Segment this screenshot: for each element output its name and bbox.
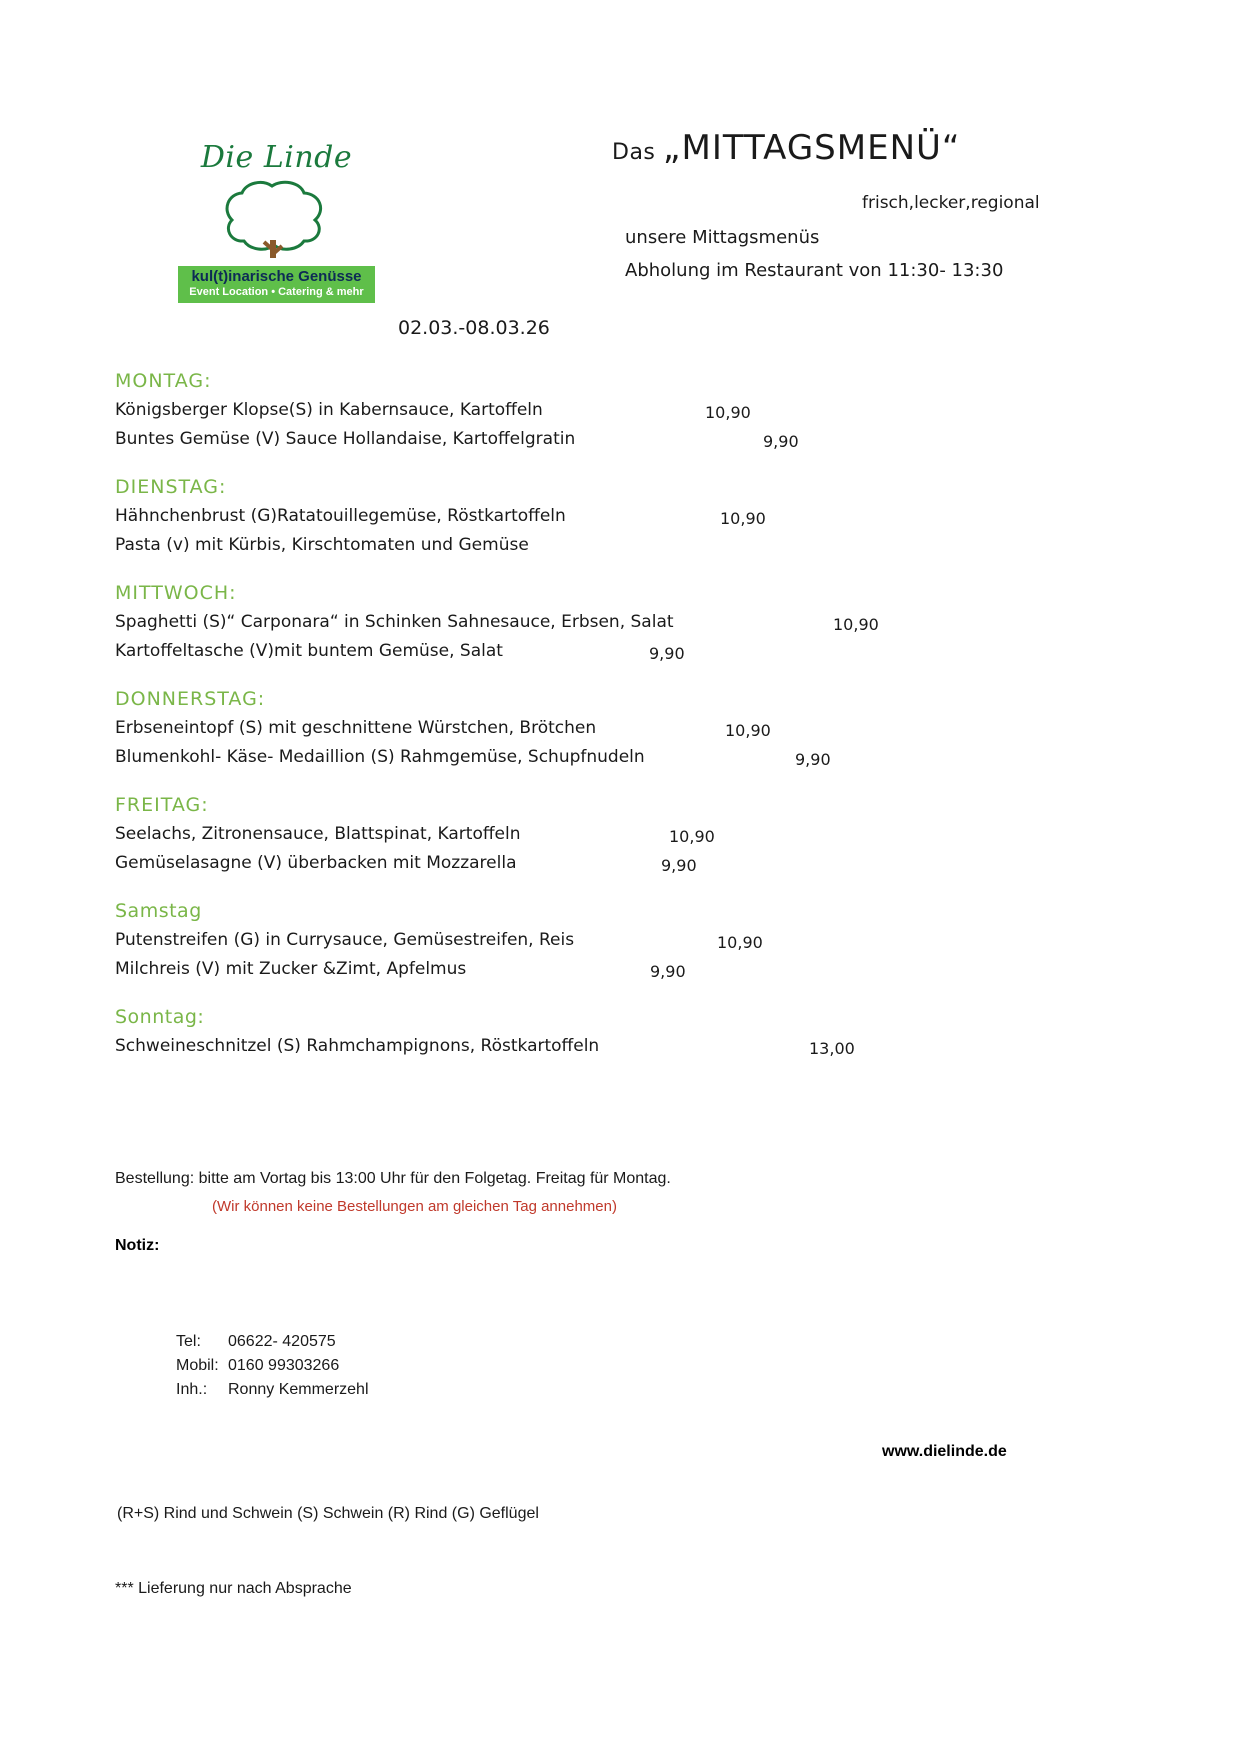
dish-row (115, 506, 1125, 535)
dish-name: Gemüselasagne (V) überbacken mit Mozzarella (115, 853, 517, 873)
day-name: Sonntag: (115, 1006, 205, 1028)
dish-name: Pasta (v) mit Kürbis, Kirschtomaten und Gemüse (115, 535, 529, 555)
dish-name: Seelachs, Zitronensauce, Blattspinat, Kartoffeln (115, 824, 521, 844)
dish-row (115, 641, 1125, 670)
dish-price: 9,90 (661, 856, 697, 875)
dish-row (115, 535, 1125, 564)
day-name: Samstag (115, 900, 202, 922)
dish-price: 10,90 (720, 509, 766, 528)
contact-block (176, 1330, 369, 1402)
dish-price: 13,00 (809, 1039, 855, 1058)
day-block-dienstag (115, 476, 1125, 564)
dish-name: Erbseneintopf (S) mit geschnittene Würstchen, Brötchen (115, 718, 597, 738)
contact-tel-label: Tel: (176, 1333, 201, 1350)
logo-tagline-primary: kul(t)inarische Genüsse (191, 268, 362, 285)
dish-name: Spaghetti (S)“ Carponara“ in Schinken Sahnesauce, Erbsen, Salat (115, 612, 674, 632)
contact-mobil-label: Mobil: (176, 1357, 219, 1374)
day-block-montag (115, 370, 1125, 458)
dish-row (115, 930, 1125, 959)
dish-row (115, 429, 1125, 458)
dish-row (115, 853, 1125, 882)
dish-name: Hähnchenbrust (G)Ratatouillegemüse, Röstkartoffeln (115, 506, 566, 526)
slogan: frisch,lecker,regional (862, 193, 1040, 213)
delivery-note: *** Lieferung nur nach Absprache (115, 1580, 352, 1597)
dish-name: Milchreis (V) mit Zucker &Zimt, Apfelmus (115, 959, 467, 979)
dish-price: 10,90 (833, 615, 879, 634)
dish-row (115, 824, 1125, 853)
contact-owner (176, 1378, 369, 1402)
dish-name: Königsberger Klopse(S) in Kabernsauce, Kartoffeln (115, 400, 543, 420)
dish-price: 9,90 (795, 750, 831, 769)
logo-tagline-bar (178, 266, 375, 303)
meat-legend: (R+S) Rind und Schwein (S) Schwein (R) Rind (G) Geflügel (117, 1505, 539, 1522)
dish-name: Putenstreifen (G) in Currysauce, Gemüsestreifen, Reis (115, 930, 575, 950)
dish-row (115, 400, 1125, 429)
dish-name: Schweineschnitzel (S) Rahmchampignons, Röstkartoffeln (115, 1036, 600, 1056)
dish-row (115, 959, 1125, 988)
page-title (612, 128, 961, 168)
day-block-donnerstag (115, 688, 1125, 776)
order-warning-note: (Wir können keine Bestellungen am gleichen Tag annehmen) (212, 1198, 617, 1215)
website-link[interactable]: www.dielinde.de (882, 1443, 1007, 1460)
day-block-freitag (115, 794, 1125, 882)
dish-row (115, 747, 1125, 776)
title-prefix: Das (612, 140, 663, 165)
day-name: DIENSTAG: (115, 476, 227, 498)
day-block-samstag (115, 900, 1125, 988)
day-name: MITTWOCH: (115, 582, 237, 604)
date-range: 02.03.-08.03.26 (398, 317, 550, 339)
dish-price: 9,90 (763, 432, 799, 451)
dish-row (115, 1036, 1125, 1065)
logo-tagline-secondary: Event Location • Catering & mehr (189, 286, 364, 298)
dish-price: 10,90 (725, 721, 771, 740)
day-name: FREITAG: (115, 794, 209, 816)
title-main: „MITTAGSMENÜ“ (662, 128, 961, 168)
dish-price: 10,90 (705, 403, 751, 422)
dish-row (115, 612, 1125, 641)
dish-price: 9,90 (650, 962, 686, 981)
day-name: MONTAG: (115, 370, 212, 392)
contact-owner-label: Inh.: (176, 1381, 208, 1398)
dish-price: 9,90 (649, 644, 685, 663)
dish-price: 10,90 (669, 827, 715, 846)
logo-name: Die Linde (200, 140, 353, 175)
day-name: DONNERSTAG: (115, 688, 266, 710)
dish-name: Buntes Gemüse (V) Sauce Hollandaise, Kartoffelgratin (115, 429, 576, 449)
contact-mobil (176, 1354, 369, 1378)
menu-list (115, 370, 1125, 1083)
subtitle-menus: unsere Mittagsmenüs (625, 227, 820, 248)
day-block-mittwoch (115, 582, 1125, 670)
dish-row (115, 718, 1125, 747)
contact-tel (176, 1330, 369, 1354)
dish-name: Blumenkohl- Käse- Medaillion (S) Rahmgemüse, Schupfnudeln (115, 747, 645, 767)
tree-icon (220, 180, 332, 262)
dish-price: 10,90 (717, 933, 763, 952)
notiz-label: Notiz: (115, 1237, 160, 1254)
contact-tel-value: 06622- 420575 (228, 1333, 336, 1350)
order-deadline-note: Bestellung: bitte am Vortag bis 13:00 Uhr für den Folgetag. Freitag für Montag. (115, 1170, 671, 1187)
contact-owner-value: Ronny Kemmerzehl (228, 1381, 369, 1398)
dish-name: Kartoffeltasche (V)mit buntem Gemüse, Salat (115, 641, 503, 661)
restaurant-logo (178, 118, 375, 303)
subtitle-pickup-times: Abholung im Restaurant von 11:30- 13:30 (625, 260, 1004, 281)
day-block-sonntag (115, 1006, 1125, 1065)
contact-mobil-value: 0160 99303266 (228, 1357, 340, 1374)
